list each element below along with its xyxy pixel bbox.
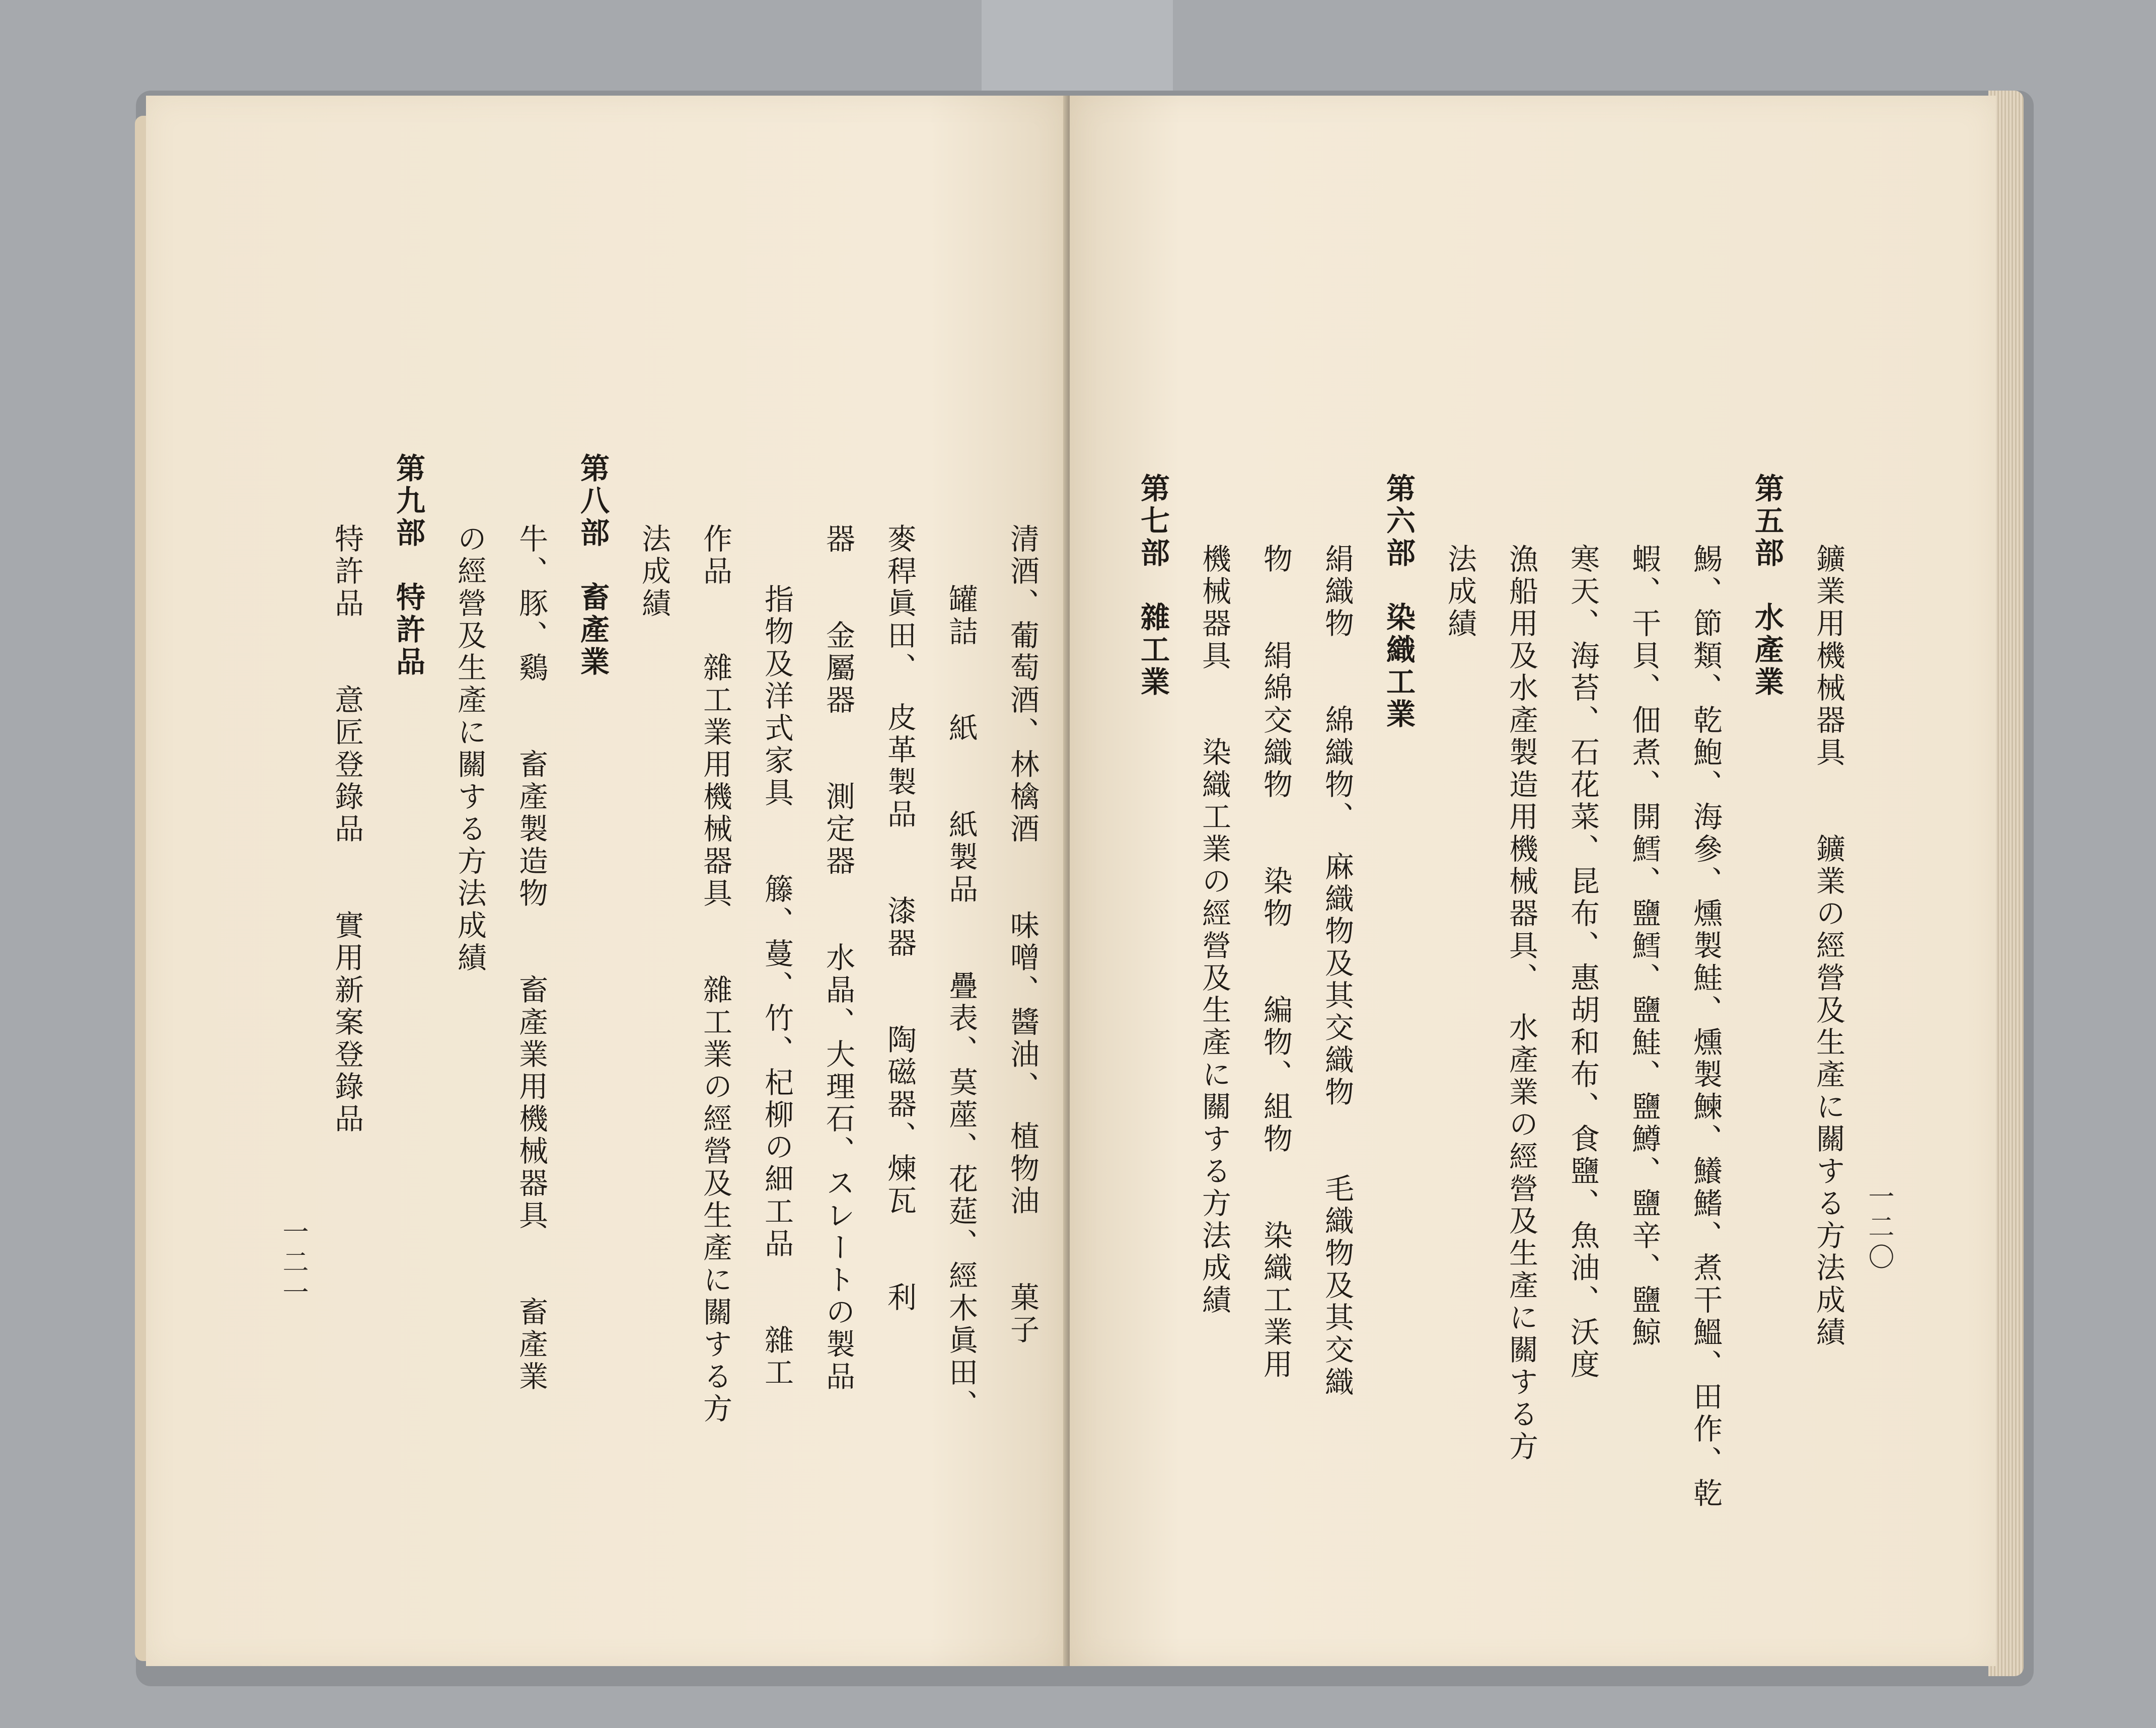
left-col-4: 器 金屬器 測定器 水晶、大理石、スレートの製品 <box>821 523 855 1393</box>
left-page-number: 一二一 <box>278 1218 308 1309</box>
right-col-11: 機械器具 染織工業の經營及生產に關する方法成績 <box>1197 544 1231 1317</box>
left-col-9: 牛、豚、鷄 畜產製造物 畜產業用機械器具 畜產業 <box>514 523 548 1393</box>
right-col-7: 法成績 <box>1443 544 1477 640</box>
left-heading-part-9: 第九部 特許品 <box>391 453 425 679</box>
left-col-10: の經營及生產に關する方法成績 <box>453 523 487 974</box>
right-col-6: 漁船用及水產製造用機械器具、 水產業の經營及生產に關する方 <box>1504 544 1538 1463</box>
left-col-2: 罐詰 紙 紙製品 疊表、茣蓙、花莚、經木眞田、 <box>944 584 978 1421</box>
right-col-1: 鑛業用機械器具 鑛業の經營及生產に關する方法成績 <box>1811 544 1845 1349</box>
left-col-1: 清酒、葡萄酒、林檎酒 味噌、醬油、 植物油 菓子 <box>1005 523 1039 1346</box>
left-col-3: 麥稈眞田、 皮革製品 漆器 陶磁器、煉瓦 利 <box>882 523 917 1314</box>
left-page <box>146 96 1067 1666</box>
right-heading-part-6: 第六部 染織工業 <box>1381 473 1416 731</box>
right-col-4: 蝦、干貝、佃煮、開鱈、鹽鱈、鹽鮭、鹽鱒、鹽辛、鹽鯨 <box>1627 544 1661 1349</box>
right-col-10: 物 絹綿交織物 染物 編物、組物 染織工業用 <box>1258 544 1293 1381</box>
left-col-5: 指物及洋式家具 籐、蔓、竹、杞柳の細工品 雜工 <box>760 584 794 1389</box>
left-col-6: 作品 雜工業用機械器具 雜工業の經營及生產に關する方 <box>698 523 732 1425</box>
left-heading-part-8: 第八部 畜產業 <box>575 453 610 679</box>
left-col-12: 特許品 意匠登錄品 實用新案登錄品 <box>330 523 364 1136</box>
right-page <box>1070 96 1996 1666</box>
left-col-7: 法成績 <box>637 523 671 620</box>
right-heading-part-5: 第五部 水產業 <box>1750 473 1784 699</box>
right-col-3: 鯣、節類、乾鮑、海參、燻製鮭、燻製鰊、鱶鰭、煮干鰮、田作、乾 <box>1688 544 1723 1510</box>
right-col-9: 絹織物 綿織物、 麻織物及其交織物 毛織物及其交織 <box>1320 544 1354 1399</box>
right-heading-part-7: 第七部 雜工業 <box>1136 473 1170 699</box>
right-col-5: 寒天、海苔、石花菜、昆布、惠胡和布、食鹽、魚油、沃度 <box>1566 544 1600 1381</box>
right-page-number: 一二〇 <box>1864 1183 1894 1273</box>
